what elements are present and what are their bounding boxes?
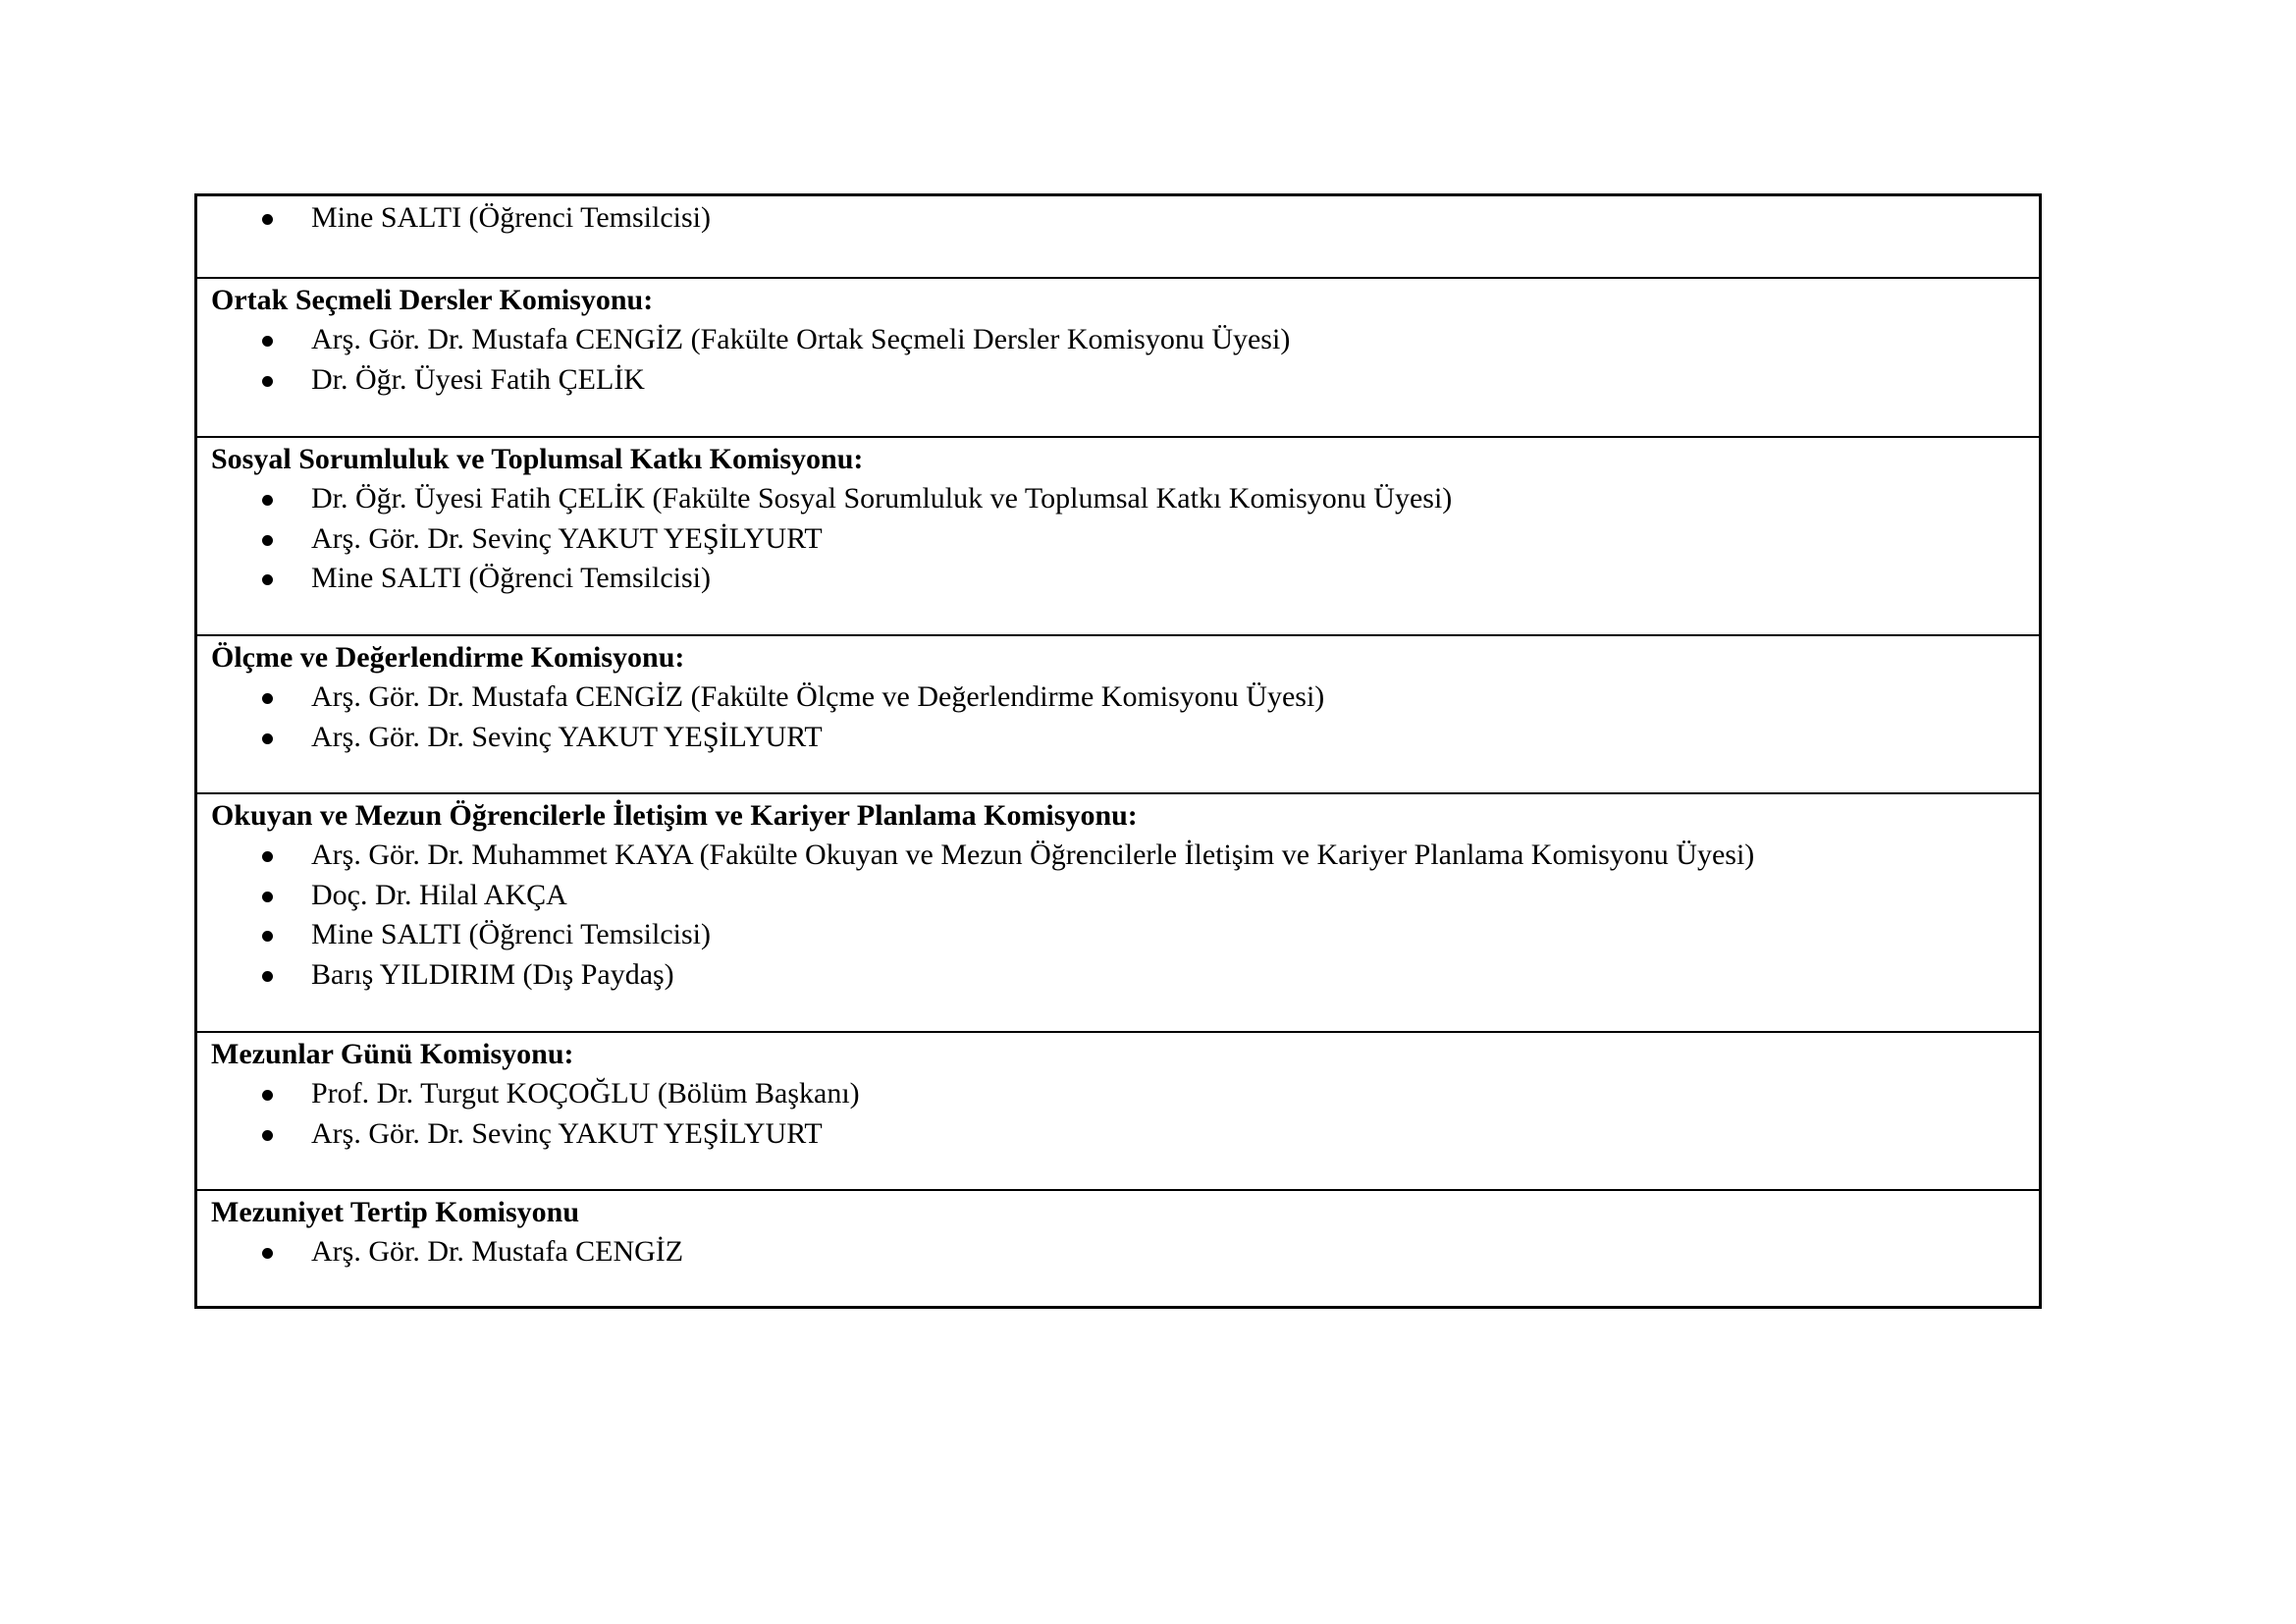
committee-title: Ortak Seçmeli Dersler Komisyonu: [211,284,654,316]
bullet-icon [262,336,273,347]
member-item [211,320,2025,360]
committee-row [197,436,2039,634]
member-name: Barış YILDIRIM (Dış Paydaş) [311,957,674,991]
member-name: Mine SALTI (Öğrenci Temsilcisi) [311,562,712,594]
committee-row [197,1031,2039,1189]
member-name: Doç. Dr. Hilal AKÇA [311,878,567,911]
committee-row [197,1189,2039,1306]
member-item [211,479,2025,519]
member-item [211,559,2025,599]
committee-title: Okuyan ve Mezun Öğrencilerle İletişim ve Kariyer Planlama Komisyonu: [211,799,1138,832]
member-list [211,836,2025,995]
member-item [211,677,2025,718]
member-list [211,198,2025,239]
committee-title: Mezunlar Günü Komisyonu: [211,1038,574,1070]
committee-row [197,634,2039,792]
bullet-icon [262,693,273,704]
member-item [211,519,2025,560]
member-name: Arş. Gör. Dr. Mustafa CENGİZ (Fakülte Ölçme ve Değerlendirme Komisyonu Üyesi) [311,680,1325,713]
committee-title: Sosyal Sorumluluk ve Toplumsal Katkı Komisyonu: [211,443,864,475]
member-item [211,718,2025,758]
member-name: Mine SALTI (Öğrenci Temsilcisi) [311,918,712,950]
member-item [211,1074,2025,1114]
member-item [211,198,2025,239]
member-name: Arş. Gör. Dr. Sevinç YAKUT YEŞİLYURT [311,1116,823,1150]
member-name: Dr. Öğr. Üyesi Fatih ÇELİK [311,362,645,396]
bullet-icon [262,851,273,862]
bullet-icon [262,931,273,942]
committee-title: Mezuniyet Tertip Komisyonu [211,1196,580,1228]
bullet-icon [262,574,273,585]
committee-title: Ölçme ve Değerlendirme Komisyonu: [211,641,685,674]
member-list [211,677,2025,757]
member-item [211,955,2025,996]
member-name: Arş. Gör. Dr. Mustafa CENGİZ (Fakülte Ortak Seçmeli Dersler Komisyonu Üyesi) [311,323,1291,355]
bullet-icon [262,1248,273,1259]
member-name: Arş. Gör. Dr. Sevinç YAKUT YEŞİLYURT [311,720,823,753]
committee-row [197,792,2039,1031]
bullet-icon [262,733,273,744]
member-name: Arş. Gör. Dr. Muhammet KAYA (Fakülte Okuyan ve Mezun Öğrencilerle İletişim ve Kariyer Planlama Komisyonu Üyesi) [311,839,1755,871]
committee-row [197,196,2039,277]
bullet-icon [262,971,273,982]
member-list [211,320,2025,400]
bullet-icon [262,214,273,225]
member-name: Arş. Gör. Dr. Mustafa CENGİZ [311,1235,684,1268]
bullet-icon [262,535,273,546]
member-item [211,836,2025,876]
bullet-icon [262,1090,273,1101]
committee-table [194,193,2042,1309]
member-list [211,1074,2025,1154]
bullet-icon [262,376,273,387]
member-item [211,876,2025,916]
member-name: Mine SALTI (Öğrenci Temsilcisi) [311,201,712,234]
member-item [211,1114,2025,1155]
member-name: Dr. Öğr. Üyesi Fatih ÇELİK (Fakülte Sosyal Sorumluluk ve Toplumsal Katkı Komisyonu Üyesi) [311,482,1453,514]
bullet-icon [262,892,273,902]
member-item [211,360,2025,401]
member-name: Arş. Gör. Dr. Sevinç YAKUT YEŞİLYURT [311,521,823,555]
bullet-icon [262,1130,273,1141]
member-name: Prof. Dr. Turgut KOÇOĞLU (Bölüm Başkanı) [311,1077,860,1110]
bullet-icon [262,495,273,506]
member-list [211,1232,2025,1272]
committee-row [197,277,2039,436]
member-list [211,479,2025,599]
member-item [211,915,2025,955]
member-item [211,1232,2025,1272]
